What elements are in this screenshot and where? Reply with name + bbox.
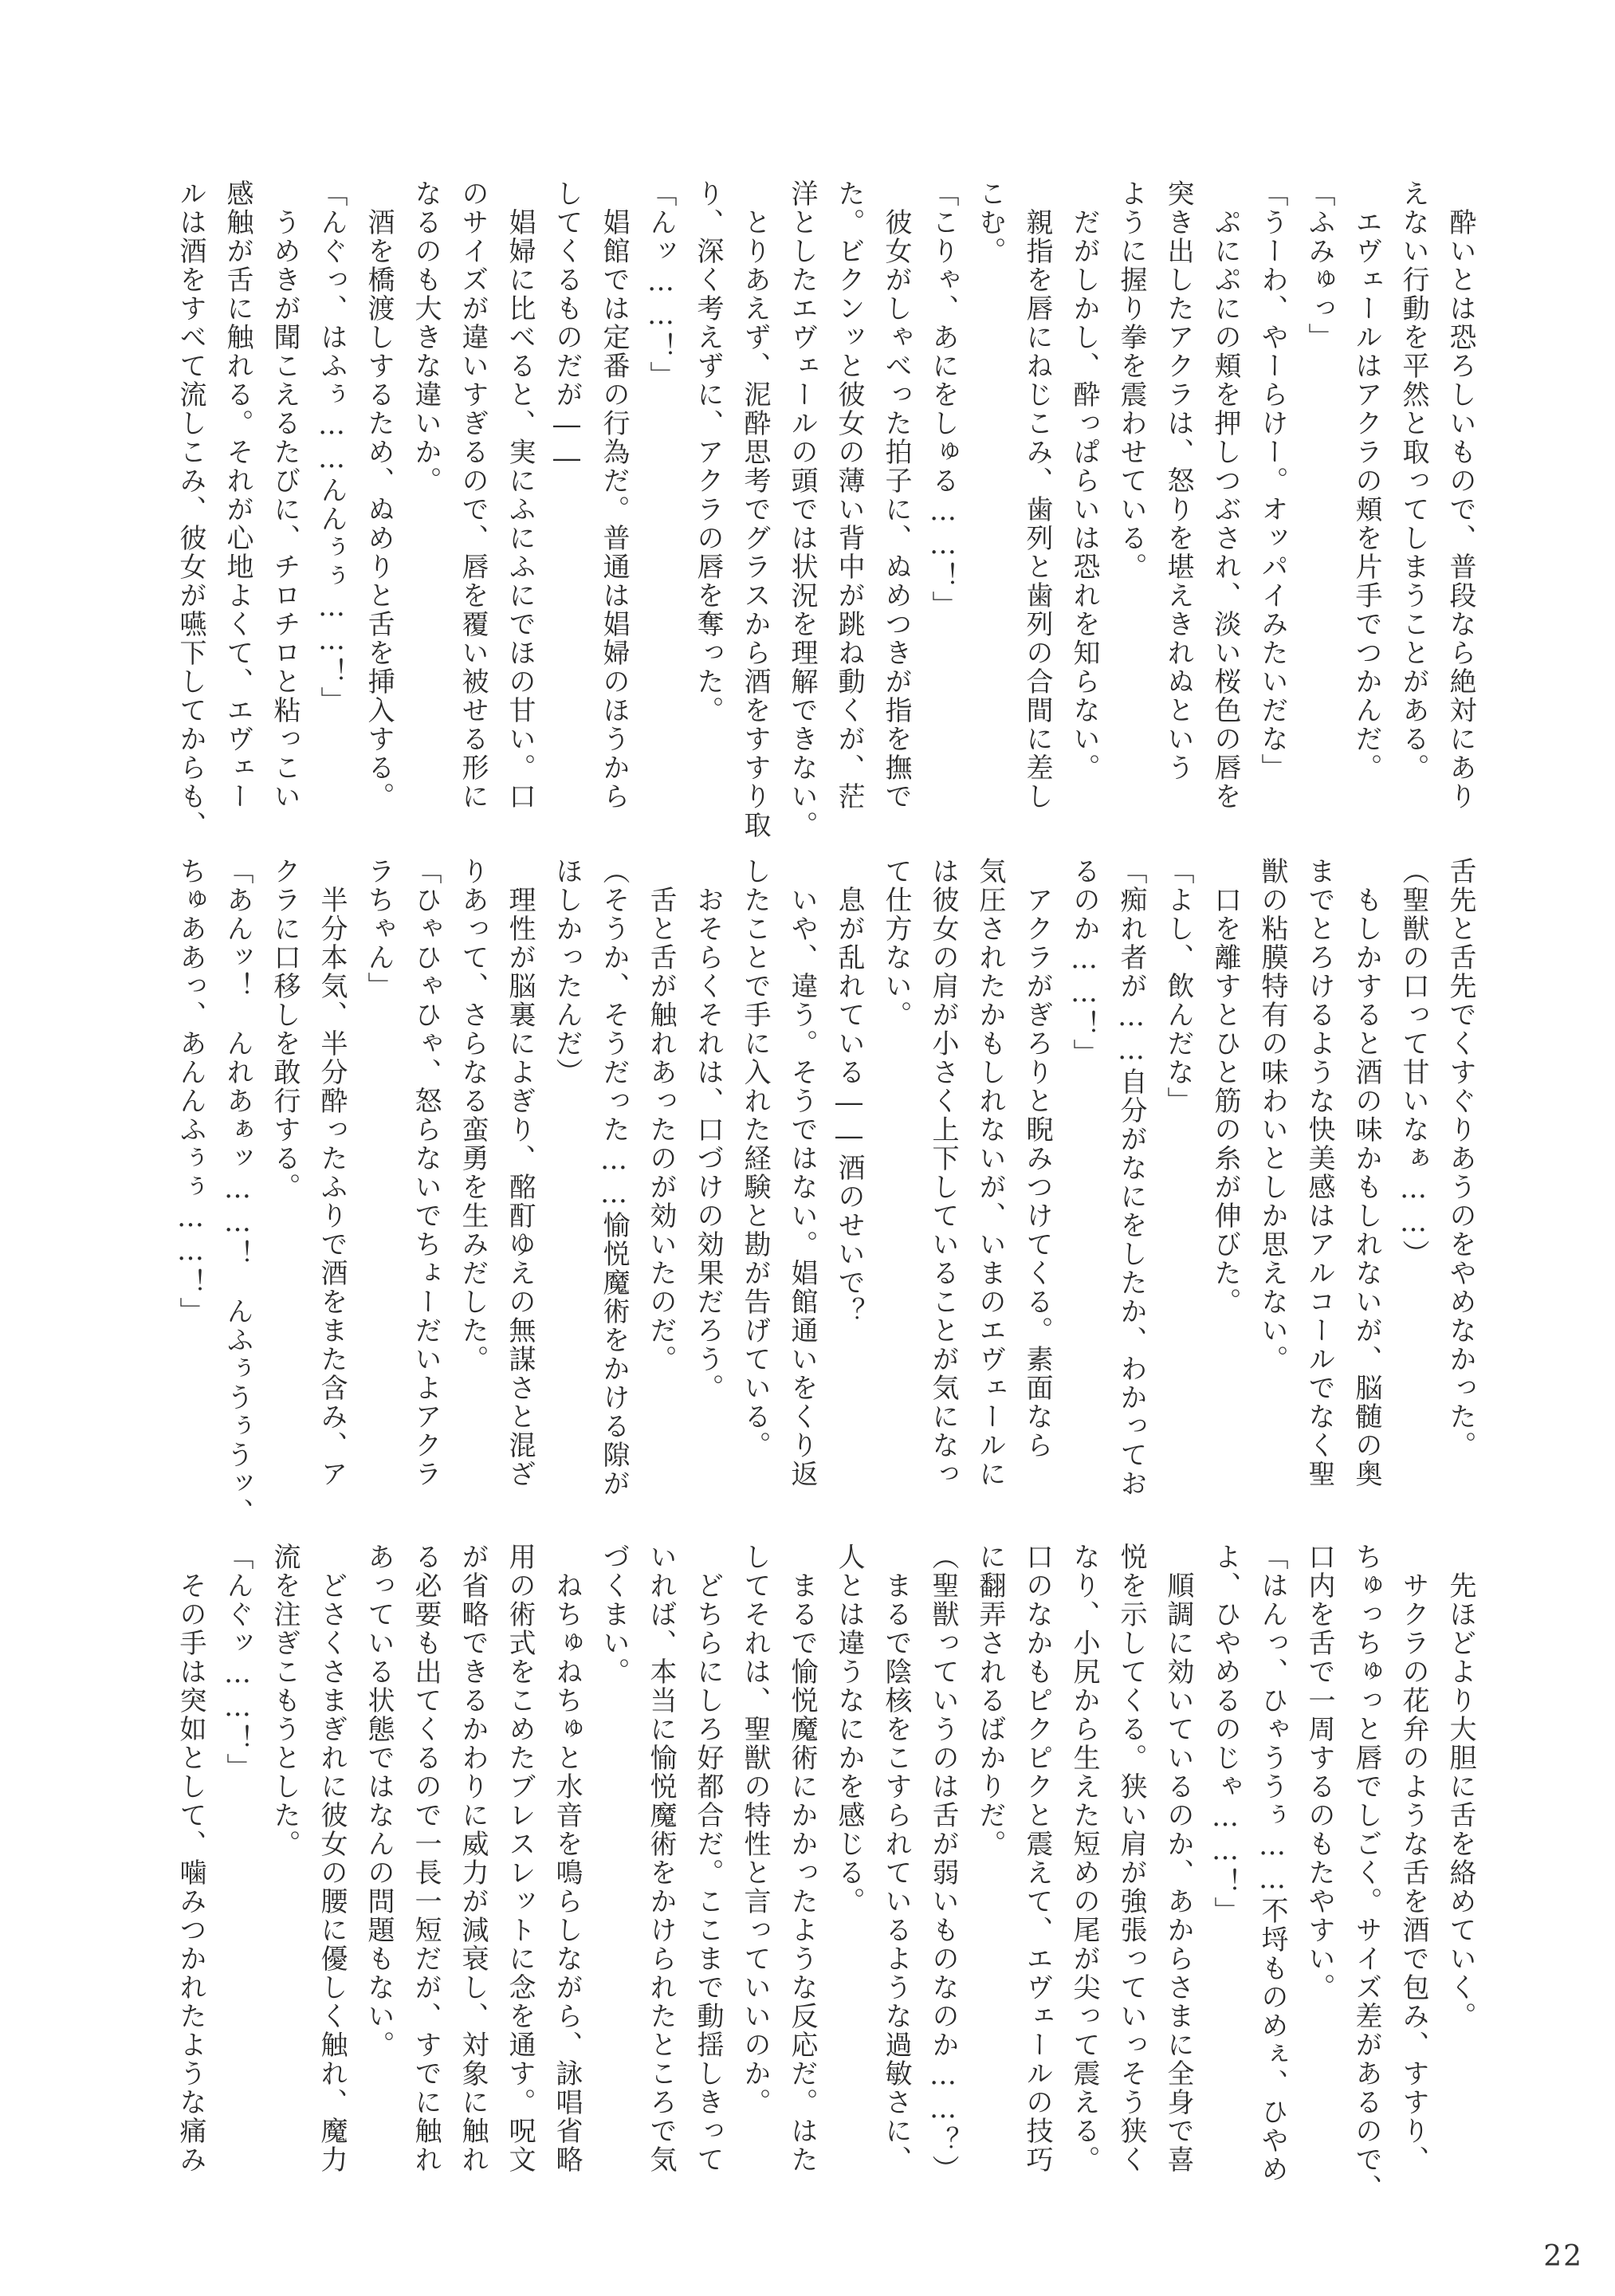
text-line: 獣の粘膜特有の味わいとしか思えない。 (1256, 857, 1288, 1374)
text-line: る必要も出てくるので一長一短だが、すでに触れ (410, 1543, 442, 2174)
text-line: とりあえず、泥酔思考でグラスから酒をすすり取 (739, 179, 771, 839)
text-line: あっている状態ではなんの問題もない。 (363, 1543, 395, 2059)
text-line: づくまい。 (598, 1543, 630, 1686)
text-line: いれば、本当に愉悦魔術をかけられたところで気 (645, 1543, 677, 2174)
text-line: どちらにしろ好都合だ。ここまで動揺しきって (692, 1543, 724, 2174)
text-line: 「痴れ者が……自分がなにをしたか、わかってお (1115, 857, 1147, 1498)
text-line: 流を注ぎこもうとした。 (269, 1543, 301, 1858)
text-line: 順調に効いているのか、あからさまに全身で喜 (1162, 1543, 1194, 2174)
text-line: なり、小尻から生えた短めの尾が尖って震える。 (1068, 1543, 1100, 2174)
text-line: ぷにぷにの頬を押しつぶされ、淡い桜色の唇を (1209, 179, 1241, 811)
text-line: り、深く考えずに、アクラの唇を奪った。 (692, 179, 724, 725)
text-line: 先ほどより大胆に舌を絡めていく。 (1444, 1543, 1476, 2031)
text-line: こむ。 (974, 179, 1006, 265)
text-line: したことで手に入れた経験と勘が告げている。 (739, 857, 771, 1460)
text-tier-top (175, 179, 1483, 839)
text-line: もしかすると酒の味かもしれないが、脳髄の奥 (1350, 857, 1382, 1488)
text-line: ちゅああっ、あんんふぅぅ……！」 (175, 857, 206, 1326)
text-line: 理性が脳裏によぎり、酩酊ゆえの無謀さと混ざ (504, 857, 536, 1488)
text-line: 「んぐっ、はふぅ……んんぅぅ……！」 (316, 179, 348, 715)
text-line: 半分本気、半分酔ったふりで酒をまた含み、ア (316, 857, 348, 1488)
text-line: 洋としたエヴェールの頭では状況を理解できない。 (786, 179, 818, 839)
text-line: その手は突如として、噛みつかれたような痛み (175, 1543, 206, 2174)
text-line: してそれは、聖獣の特性と言っていいのか。 (739, 1543, 771, 2117)
text-line: サクラの花弁のような舌を酒で包み、すすり、 (1397, 1543, 1429, 2174)
text-line: 口を離すとひと筋の糸が伸びた。 (1209, 857, 1241, 1316)
text-line: ほしかったんだ） (551, 857, 583, 1087)
text-line: （そうか、そうだった……愉悦魔術をかける隙が (598, 857, 630, 1498)
text-line: 息が乱れている――酒のせいで？ (833, 857, 865, 1326)
text-line: よ、ひやめるのじゃ……！」 (1209, 1543, 1241, 1925)
text-line: 突き出したアクラは、怒りを堪えきれぬという (1162, 179, 1194, 782)
text-line: 彼女がしゃべった拍子に、ぬめつきが指を撫で (880, 179, 912, 811)
text-line: 感触が舌に触れる。それが心地よくて、エヴェー (222, 179, 253, 811)
text-line: 「うーわ、やーらけー。オッパイみたいだな」 (1256, 179, 1288, 782)
text-line: 人とは違うなにかを感じる。 (833, 1543, 865, 1916)
text-line: なるのも大きな違いか。 (410, 179, 442, 495)
text-line: 親指を唇にねじこみ、歯列と歯列の合間に差し (1021, 179, 1053, 811)
text-line: まるで陰核をこすられているような過敏さに、 (880, 1543, 912, 2174)
text-line: おそらくそれは、口づけの効果だろう。 (692, 857, 724, 1402)
text-line: ように握り拳を震わせている。 (1115, 179, 1147, 581)
text-line: 口内を舌で一周するのもたやすい。 (1303, 1543, 1335, 2002)
text-line: 「はんっ、ひゃううぅ……不埒ものめぇ、ひやめ (1256, 1543, 1288, 2184)
text-line: 「こりゃ、あにをしゅる……！」 (927, 179, 959, 619)
text-tier-middle (175, 857, 1483, 1527)
text-line: 酔いとは恐ろしいもので、普段なら絶対にあり (1444, 179, 1476, 811)
text-line: が省略できるかわりに威力が減衰し、対象に触れ (457, 1543, 489, 2174)
text-line: 用の術式をこめたブレスレットに念を通す。呪文 (504, 1543, 536, 2174)
text-line: クラに口移しを敢行する。 (269, 857, 301, 1201)
text-line: 「ひゃひゃひゃ、怒らないでちょーだいよアクラ (410, 857, 442, 1488)
text-line: えない行動を平然と取ってしまうことがある。 (1397, 179, 1429, 782)
text-line: 気圧されたかもしれないが、いまのエヴェールに (974, 857, 1006, 1488)
text-line: してくるものだが―― (551, 179, 583, 476)
text-line: りあって、さらなる蛮勇を生みだした。 (457, 857, 489, 1374)
text-line: るのか……！」 (1068, 857, 1100, 1067)
text-line: 舌と舌が触れあったのが効いたのだ。 (645, 857, 677, 1374)
text-line: ルは酒をすべて流しこみ、彼女が嚥下してからも、 (175, 179, 206, 839)
text-line: （聖獣の口って甘いなぁ……） (1397, 857, 1429, 1268)
text-line: 悦を示してくる。狭い肩が強張っていっそう狭く (1115, 1543, 1147, 2174)
text-line: ねちゅねちゅと水音を鳴らしながら、詠唱省略 (551, 1543, 583, 2174)
text-line: まるで愉悦魔術にかかったような反応だ。はた (786, 1543, 818, 2174)
text-line: て仕方ない。 (880, 857, 912, 1029)
text-line: どさくさまぎれに彼女の腰に優しく触れ、魔力 (316, 1543, 348, 2174)
text-line: は彼女の肩が小さく上下していることが気になっ (927, 857, 959, 1488)
text-line: だがしかし、酔っぱらいは恐れを知らない。 (1068, 179, 1100, 782)
text-line: アクラがぎろりと睨みつけてくる。素面なら (1021, 857, 1053, 1460)
text-line: 娼婦に比べると、実にふにふにでほの甘い。口 (504, 179, 536, 811)
text-line: 「んぐッ……！」 (222, 1543, 253, 1782)
text-line: に翻弄されるばかりだ。 (974, 1543, 1006, 1858)
text-tier-bottom (175, 1543, 1483, 2203)
page-number: 22 (1543, 2240, 1583, 2273)
text-line: 舌先と舌先でくすぐりあうのをやめなかった。 (1444, 857, 1476, 1460)
text-line: た。ビクンッと彼女の薄い背中が跳ね動くが、茫 (833, 179, 865, 811)
text-line: 「ふみゅっ」 (1303, 179, 1335, 352)
text-line: までとろけるような快美感はアルコールでなく聖 (1303, 857, 1335, 1488)
text-line: ラちゃん」 (363, 857, 395, 1001)
text-line: ちゅっちゅっと唇でしごく。サイズ差があるので、 (1350, 1543, 1382, 2203)
text-line: うめきが聞こえるたびに、チロチロと粘っこい (269, 179, 301, 811)
text-line: 「んッ……！」 (645, 179, 677, 390)
text-line: 「あんッ！ んれあぁッ……！ んふぅうぅうッ、 (222, 857, 253, 1527)
text-line: いや、違う。そうではない。娼館通いをくり返 (786, 857, 818, 1488)
text-line: 酒を橋渡しするため、ぬめりと舌を挿入する。 (363, 179, 395, 811)
text-line: 娼館では定番の行為だ。普通は娼婦のほうから (598, 179, 630, 811)
text-line: のサイズが違いすぎるので、唇を覆い被せる形に (457, 179, 489, 811)
text-line: 「よし、飲んだな」 (1162, 857, 1194, 1115)
text-line: （聖獣っていうのは舌が弱いものなのか……？） (927, 1543, 959, 2184)
text-line: 口のなかもピクピクと震えて、エヴェールの技巧 (1021, 1543, 1053, 2174)
text-line: エヴェールはアクラの頬を片手でつかんだ。 (1350, 179, 1382, 782)
